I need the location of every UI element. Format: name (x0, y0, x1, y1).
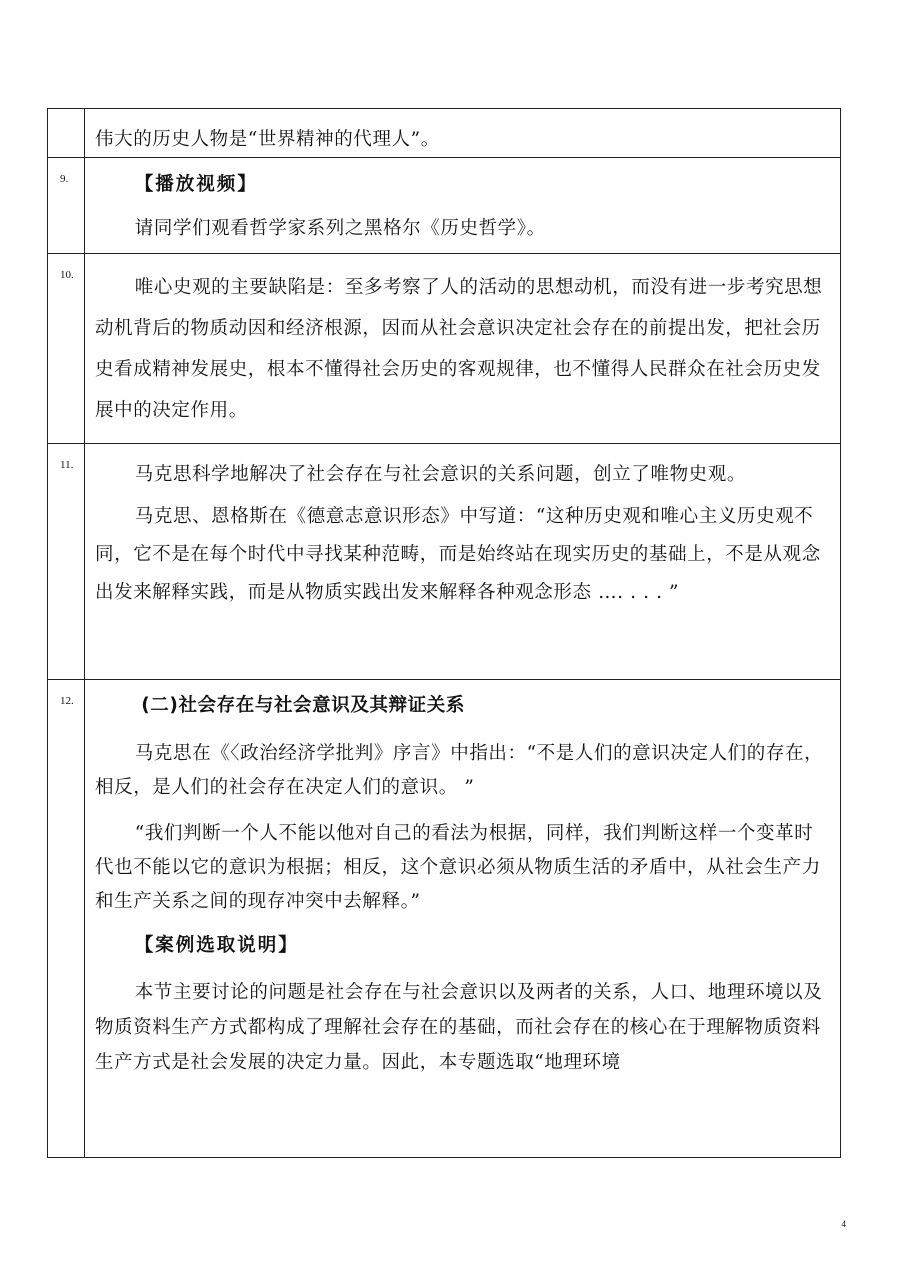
paragraph: 请同学们观看哲学家系列之黑格尔《历史哲学》。 (134, 218, 546, 239)
section-heading: 【播放视频】 (134, 174, 258, 195)
page-number: 4 (841, 1219, 846, 1229)
paragraph: 唯心史观的主要缺陷是：至多考察了人的活动的思想动机，而没有进一步考究思想动机背后的物质动因和经济根源，因而从社会意识决定社会存在的前提出发，把社会历史看成精神发展史，根本不懂得社会历史的客观规律，也不懂得人民群众在社会历史发展中的决定作用。 (95, 277, 823, 421)
row-number (48, 109, 85, 158)
row-number: 12. (48, 680, 85, 1158)
table-row (48, 444, 841, 680)
table-row (48, 109, 841, 158)
paragraph: 本节主要讨论的问题是社会存在与社会意识以及两者的关系，人口、地理环境以及物质资料生产方式都构成了理解社会存在的基础，而社会存在的核心在于理解物质资料生产方式是社会发展的决定力量。因此，本专题选取“地理环境 (95, 982, 823, 1073)
row-number: 11. (48, 444, 85, 680)
paragraph: “我们判断一个人不能以他对自己的看法为根据，同样，我们判断这样一个变革时代也不能以它的意识为根据；相反，这个意识必须从物质生活的矛盾中，从社会生产力和生产关系之间的现存冲突中去解释。” (95, 823, 821, 912)
row-content (85, 254, 841, 444)
section-heading: 【案例选取说明】 (134, 935, 299, 956)
paragraph: 伟大的历史人物是“世界精神的代理人”。 (95, 129, 440, 150)
table-row (48, 680, 841, 1158)
row-content (85, 109, 841, 158)
row-number: 10. (48, 254, 85, 444)
paragraph: 马克思、恩格斯在《德意志意识形态》中写道：“这种历史观和唯心主义历史观不同，它不是在每个时代中寻找某种范畴，而是始终站在现实历史的基础上，不是从观念出发来解释实践，而是从物质实践出发来解释各种观念形态 …. . . . ” (95, 506, 821, 603)
row-content (85, 444, 841, 680)
paragraph: 马克思在《〈政治经济学批判》序言》中指出：“不是人们的意识决定人们的存在，相反，是人们的社会存在决定人们的意识。 ” (95, 743, 824, 798)
table-row (48, 158, 841, 254)
row-content (85, 158, 841, 254)
content-table (47, 108, 841, 1158)
row-content (85, 680, 841, 1158)
section-subheading: (二)社会存在与社会意识及其辩证关系 (141, 695, 465, 716)
row-number: 9. (48, 158, 85, 254)
paragraph: 马克思科学地解决了社会存在与社会意识的关系问题，创立了唯物史观。 (134, 464, 746, 485)
table-row (48, 254, 841, 444)
